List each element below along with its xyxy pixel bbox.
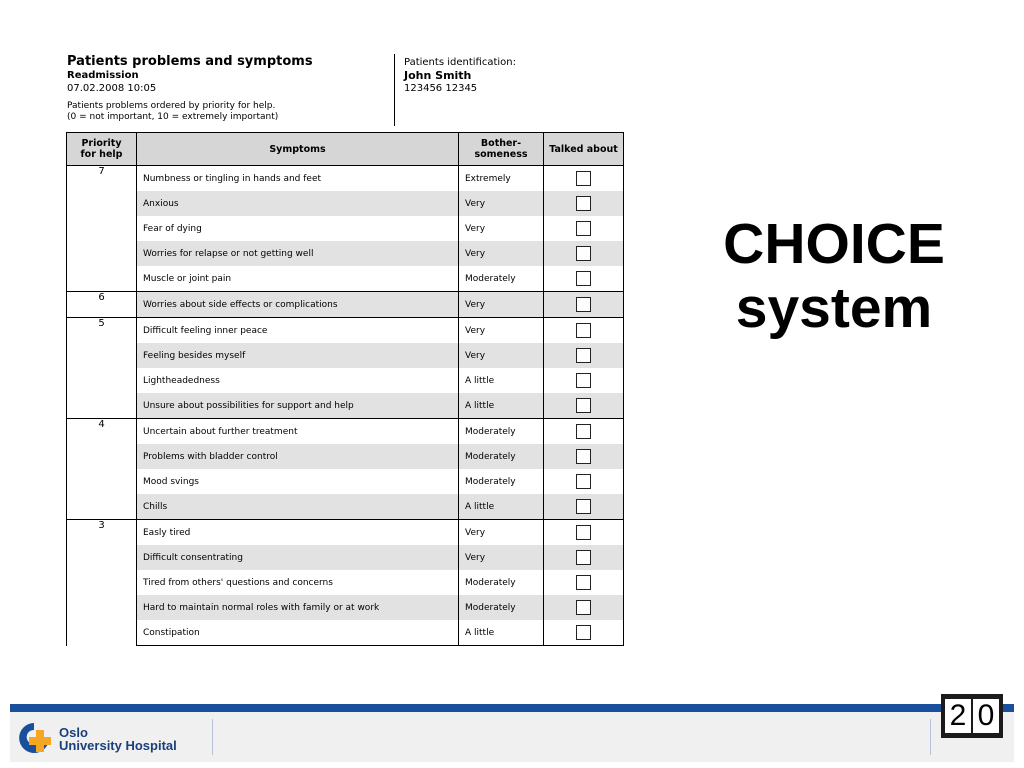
talked-about-cell (544, 419, 624, 445)
talked-about-cell (544, 494, 624, 520)
bothersomeness-cell: Very (459, 520, 544, 546)
table-row (67, 368, 624, 393)
table-row (67, 444, 624, 469)
footer-accent-bar (10, 704, 1014, 712)
bothersomeness-cell: Extremely (459, 166, 544, 192)
talked-about-checkbox[interactable] (576, 499, 591, 514)
bother-header-line2: someness (474, 149, 528, 160)
priority-cell: 6 (67, 292, 137, 318)
patient-identification (404, 56, 516, 95)
talked-about-cell (544, 520, 624, 546)
talked-about-checkbox[interactable] (576, 373, 591, 388)
symptom-cell: Uncertain about further treatment (137, 419, 459, 445)
talked-about-checkbox[interactable] (576, 297, 591, 312)
symptom-cell: Easly tired (137, 520, 459, 546)
talked-about-cell (544, 216, 624, 241)
symptom-cell: Feeling besides myself (137, 343, 459, 368)
talked-about-checkbox[interactable] (576, 625, 591, 640)
talked-about-cell (544, 368, 624, 393)
talked-about-checkbox[interactable] (576, 246, 591, 261)
table-row (67, 520, 624, 546)
priority-cell: 4 (67, 419, 137, 520)
talked-about-checkbox[interactable] (576, 449, 591, 464)
talked-about-checkbox[interactable] (576, 348, 591, 363)
bothersomeness-cell: A little (459, 393, 544, 419)
symptom-cell: Difficult feeling inner peace (137, 318, 459, 344)
symptom-cell: Fear of dying (137, 216, 459, 241)
priority-header-line1: Priority (81, 138, 122, 149)
symptom-cell: Problems with bladder control (137, 444, 459, 469)
table-row (67, 545, 624, 570)
talked-about-cell (544, 191, 624, 216)
symptoms-column-header: Symptoms (137, 133, 459, 166)
talked-about-checkbox[interactable] (576, 525, 591, 540)
bothersomeness-cell: Very (459, 191, 544, 216)
patient-name: John Smith (404, 69, 472, 82)
slide-heading (684, 212, 984, 340)
bothersomeness-cell: Very (459, 545, 544, 570)
bothersomeness-column-header (459, 133, 544, 166)
bothersomeness-cell: A little (459, 494, 544, 520)
bothersomeness-cell: Moderately (459, 419, 544, 445)
priority-note (67, 101, 395, 123)
talked-about-checkbox[interactable] (576, 221, 591, 236)
table-row (67, 595, 624, 620)
symptoms-table (66, 132, 624, 646)
bothersomeness-cell: Moderately (459, 595, 544, 620)
priority-note-line2: (0 = not important, 10 = extremely important) (67, 112, 279, 122)
symptom-cell: Hard to maintain normal roles with family or at work (137, 595, 459, 620)
talked-about-checkbox[interactable] (576, 424, 591, 439)
talked-about-cell (544, 241, 624, 266)
form-header-left (67, 54, 395, 123)
footer-divider-right (930, 719, 931, 755)
talked-about-checkbox[interactable] (576, 550, 591, 565)
form-datetime: 07.02.2008 10:05 (67, 83, 157, 94)
symptom-cell: Muscle or joint pain (137, 266, 459, 292)
symptom-cell: Chills (137, 494, 459, 520)
bothersomeness-cell: Very (459, 318, 544, 344)
slide-heading-line1: CHOICE (723, 212, 945, 276)
table-row (67, 419, 624, 445)
talked-about-cell (544, 595, 624, 620)
talked-about-cell (544, 266, 624, 292)
talked-about-cell (544, 570, 624, 595)
symptom-cell: Numbness or tingling in hands and feet (137, 166, 459, 192)
bothersomeness-cell: Moderately (459, 444, 544, 469)
talked-about-cell (544, 166, 624, 192)
bothersomeness-cell: Very (459, 343, 544, 368)
oslo-hospital-logo-icon (16, 720, 54, 756)
symptom-cell: Unsure about possibilities for support and help (137, 393, 459, 419)
talked-about-column-header: Talked about (544, 133, 624, 166)
hospital-name-line2: University Hospital (59, 738, 177, 753)
talked-about-cell (544, 444, 624, 469)
talked-about-checkbox[interactable] (576, 398, 591, 413)
table-row (67, 318, 624, 344)
form-header (67, 54, 627, 130)
bother-header-line1: Bother- (480, 138, 522, 149)
symptoms-table-body (67, 166, 624, 646)
bothersomeness-cell: Moderately (459, 469, 544, 494)
talked-about-checkbox[interactable] (576, 171, 591, 186)
table-row (67, 292, 624, 318)
table-row (67, 393, 624, 419)
form-subtitle: Readmission (67, 70, 139, 81)
talked-about-checkbox[interactable] (576, 323, 591, 338)
symptom-cell: Anxious (137, 191, 459, 216)
talked-about-cell (544, 620, 624, 646)
table-row (67, 620, 624, 646)
symptom-cell: Tired from others' questions and concerns (137, 570, 459, 595)
talked-about-cell (544, 393, 624, 419)
talked-about-checkbox[interactable] (576, 575, 591, 590)
symptom-cell: Lightheadedness (137, 368, 459, 393)
priority-column-header (67, 133, 137, 166)
hospital-name (59, 726, 177, 752)
patient-id-number: 123456 12345 (404, 83, 478, 94)
patient-id-label: Patients identification: (404, 57, 516, 68)
talked-about-checkbox[interactable] (576, 474, 591, 489)
table-row (67, 343, 624, 368)
page-number (941, 694, 1003, 738)
bothersomeness-cell: A little (459, 620, 544, 646)
bothersomeness-cell: Very (459, 292, 544, 318)
page-number-digit: 0 (973, 699, 999, 733)
symptom-cell: Difficult consentrating (137, 545, 459, 570)
table-row (67, 570, 624, 595)
talked-about-checkbox[interactable] (576, 600, 591, 615)
bothersomeness-cell: Very (459, 216, 544, 241)
table-row (67, 191, 624, 216)
table-row (67, 216, 624, 241)
table-row (67, 494, 624, 520)
bothersomeness-cell: Moderately (459, 266, 544, 292)
talked-about-cell (544, 318, 624, 344)
page-number-digit: 2 (945, 699, 971, 733)
talked-about-checkbox[interactable] (576, 271, 591, 286)
priority-cell: 3 (67, 520, 137, 646)
talked-about-checkbox[interactable] (576, 196, 591, 211)
table-row (67, 166, 624, 192)
table-row (67, 266, 624, 292)
priority-cell: 5 (67, 318, 137, 419)
bothersomeness-cell: A little (459, 368, 544, 393)
talked-about-cell (544, 343, 624, 368)
priority-header-line2: for help (80, 149, 123, 160)
talked-about-cell (544, 292, 624, 318)
priority-note-line1: Patients problems ordered by priority for help. (67, 101, 276, 111)
bothersomeness-cell: Very (459, 241, 544, 266)
priority-cell: 7 (67, 166, 137, 292)
symptom-cell: Constipation (137, 620, 459, 646)
table-row (67, 469, 624, 494)
slide-heading-line2: system (735, 276, 933, 340)
table-header-row (67, 133, 624, 166)
symptom-cell: Worries for relapse or not getting well (137, 241, 459, 266)
bothersomeness-cell: Moderately (459, 570, 544, 595)
hospital-name-line1: Oslo (59, 725, 88, 740)
form-title: Patients problems and symptoms (67, 54, 313, 69)
talked-about-cell (544, 469, 624, 494)
footer-divider (212, 719, 213, 755)
symptom-cell: Worries about side effects or complications (137, 292, 459, 318)
symptom-cell: Mood svings (137, 469, 459, 494)
header-divider (394, 54, 395, 126)
talked-about-cell (544, 545, 624, 570)
table-row (67, 241, 624, 266)
